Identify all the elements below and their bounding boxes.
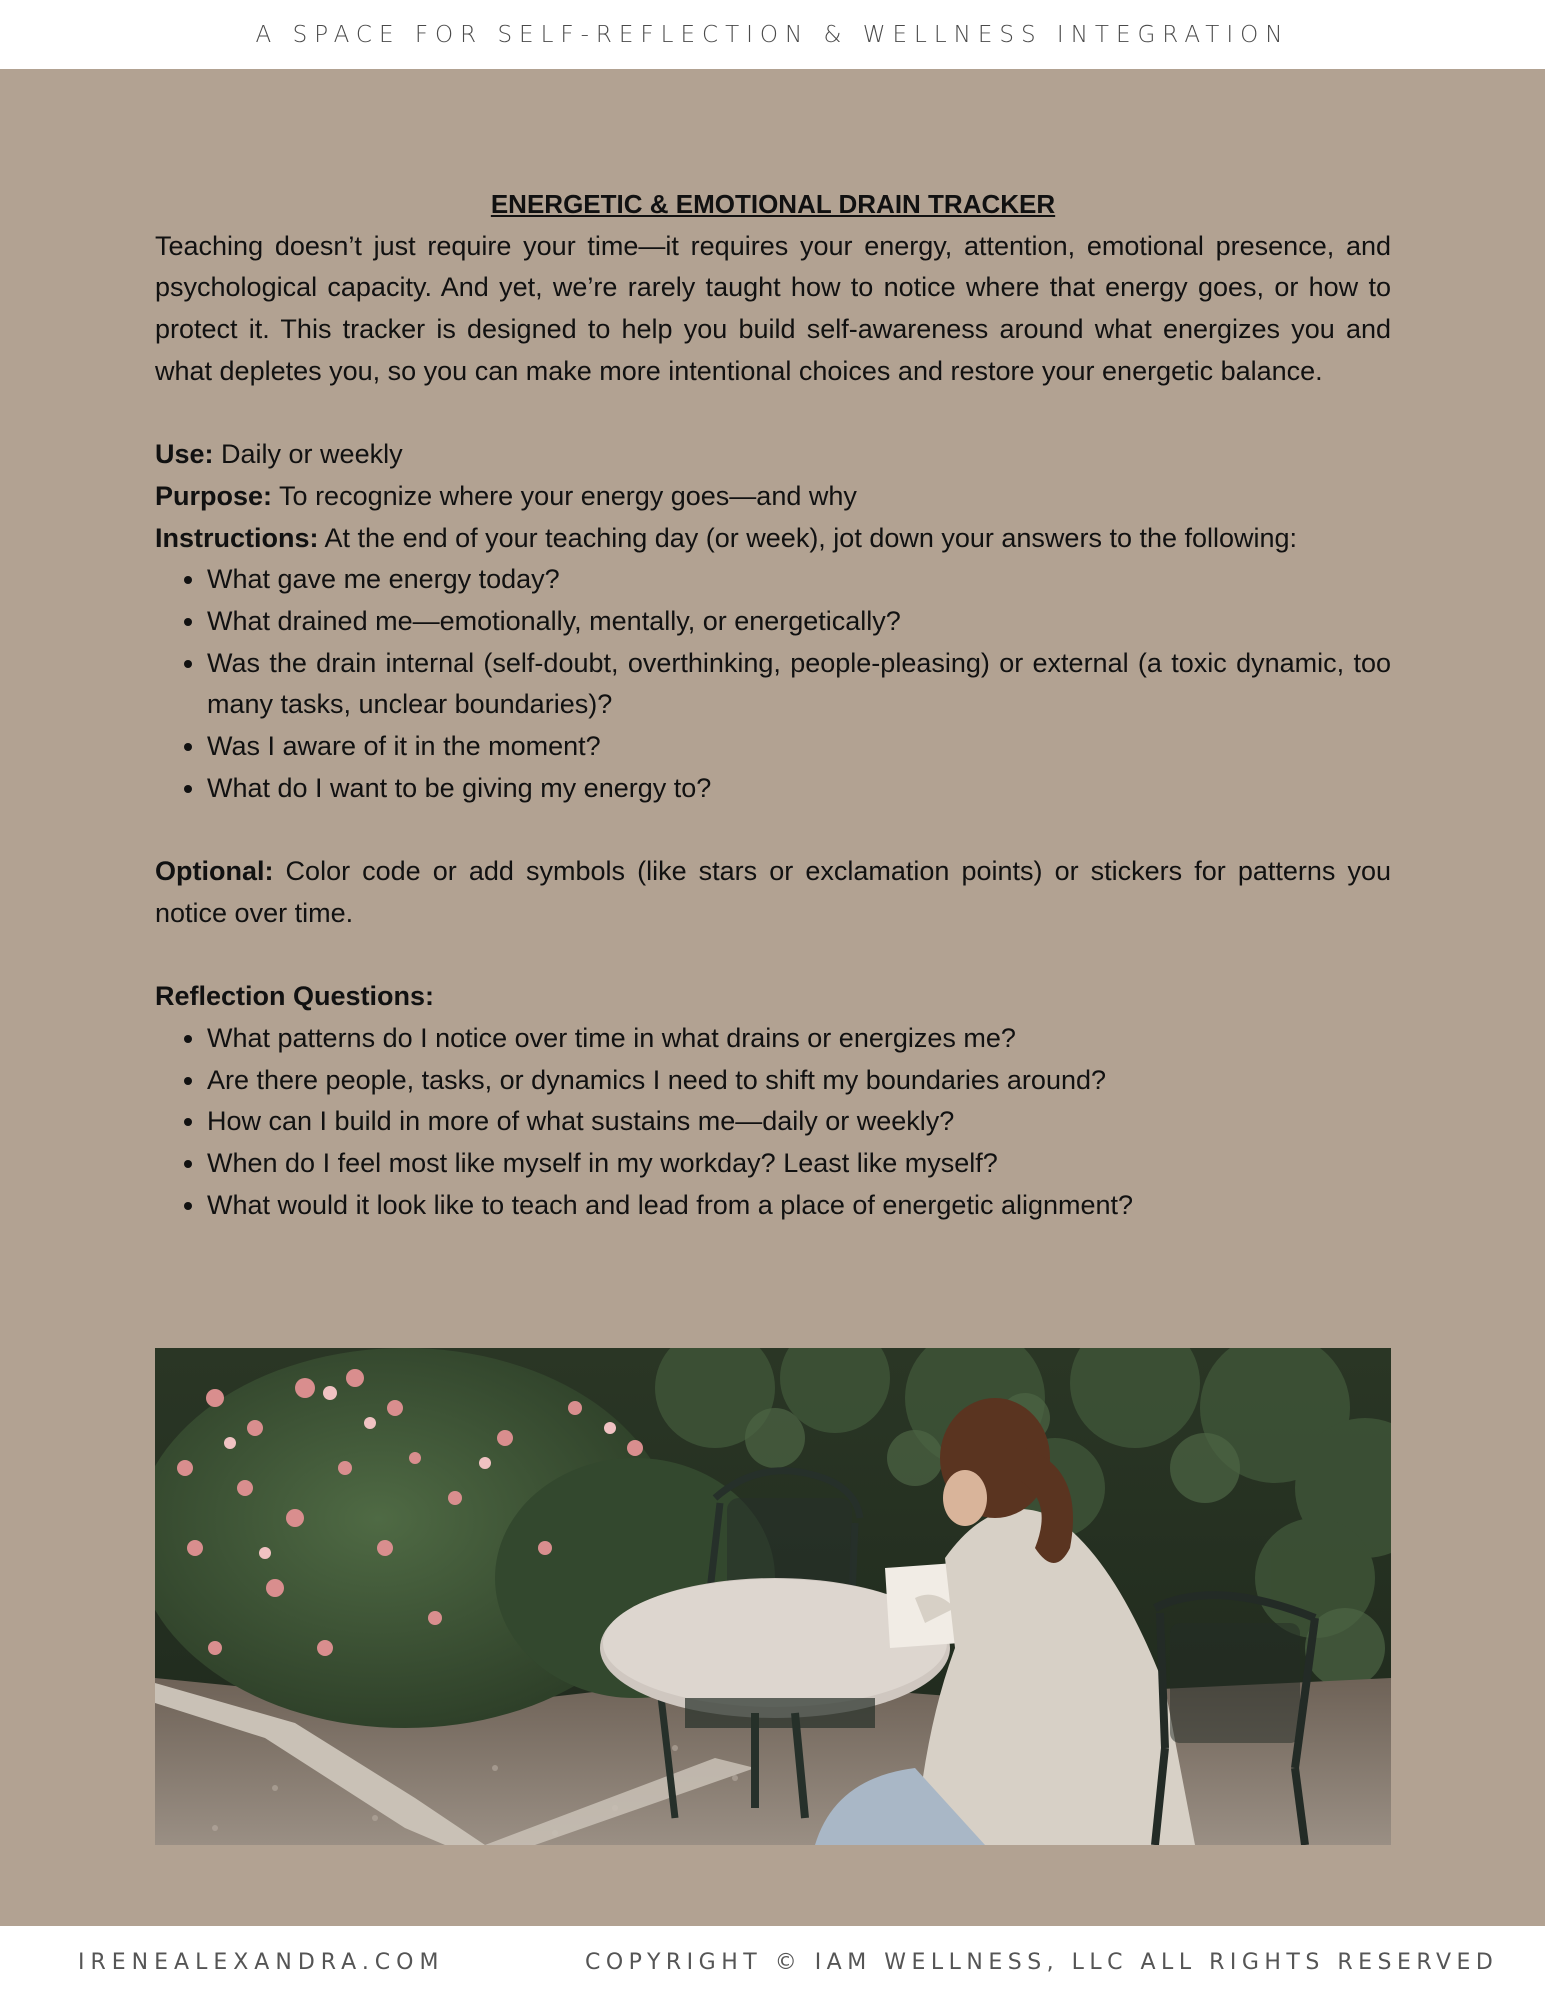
purpose-line — [155, 476, 1391, 518]
list-item: • Was the drain internal (self-doubt, overthinking, people-pleasing) or external (a toxic dynamic, too many tasks, unclear boundaries)? — [207, 643, 1391, 726]
list-item: • What would it look like to teach and lead from a place of energetic alignment? — [207, 1185, 1391, 1227]
list-item: • How can I build in more of what sustains me—daily or weekly? — [207, 1101, 1391, 1143]
header-band — [0, 0, 1545, 69]
purpose-label: Purpose: — [155, 480, 273, 511]
optional-label: Optional: — [155, 856, 274, 887]
use-label: Use: — [155, 439, 214, 470]
list-item: • What do I want to be giving my energy to? — [207, 768, 1391, 810]
garden-photo — [155, 1348, 1391, 1845]
reflection-label: Reflection Questions: — [155, 981, 435, 1012]
reflection-list — [155, 1018, 1391, 1227]
list-item: • What gave me energy today? — [207, 559, 1391, 601]
list-item: • When do I feel most like myself in my workday? Least like myself? — [207, 1143, 1391, 1185]
header-tagline: A SPACE FOR SELF-REFLECTION & WELLNESS INTEGRATION — [255, 21, 1290, 48]
optional-text: Color code or add symbols (like stars or exclamation points) or stickers for patterns you notice over time. — [155, 856, 1391, 928]
footer-band — [0, 1926, 1545, 2000]
optional-line — [155, 851, 1391, 934]
instructions-label: Instructions: — [155, 522, 319, 553]
list-item: • What patterns do I notice over time in what drains or energizes me? — [207, 1018, 1391, 1060]
footer-website-link[interactable]: IRENEALEXANDRA.COM — [78, 1950, 445, 1975]
instructions-text: At the end of your teaching day (or week), jot down your answers to the following: — [318, 522, 1298, 553]
instruction-list — [155, 559, 1391, 809]
reflection-heading — [155, 976, 1391, 1018]
instructions-line — [155, 518, 1391, 560]
use-line — [155, 434, 1391, 476]
purpose-text: To recognize where your energy goes—and why — [272, 480, 857, 511]
document-title: ENERGETIC & EMOTIONAL DRAIN TRACKER — [490, 189, 1056, 219]
list-item: • Are there people, tasks, or dynamics I need to shift my boundaries around? — [207, 1060, 1391, 1102]
list-item: • Was I aware of it in the moment? — [207, 726, 1391, 768]
footer-copyright: COPYRIGHT © IAM WELLNESS, LLC ALL RIGHTS RESERVED — [585, 1950, 1499, 1975]
use-text: Daily or weekly — [213, 439, 403, 470]
list-item: • What drained me—emotionally, mentally, or energetically? — [207, 601, 1391, 643]
document-body — [155, 184, 1391, 1227]
intro-paragraph: Teaching doesn’t just require your time—it requires your energy, attention, emotional presence, and psychological capacity. And yet, we’re rarely taught how to notice where that energy goes, or how to protect it. This tracker is designed to help you build self-awareness around what energizes you and what depletes you, so you can make more intentional choices and restore your energetic balance. — [155, 230, 1391, 386]
